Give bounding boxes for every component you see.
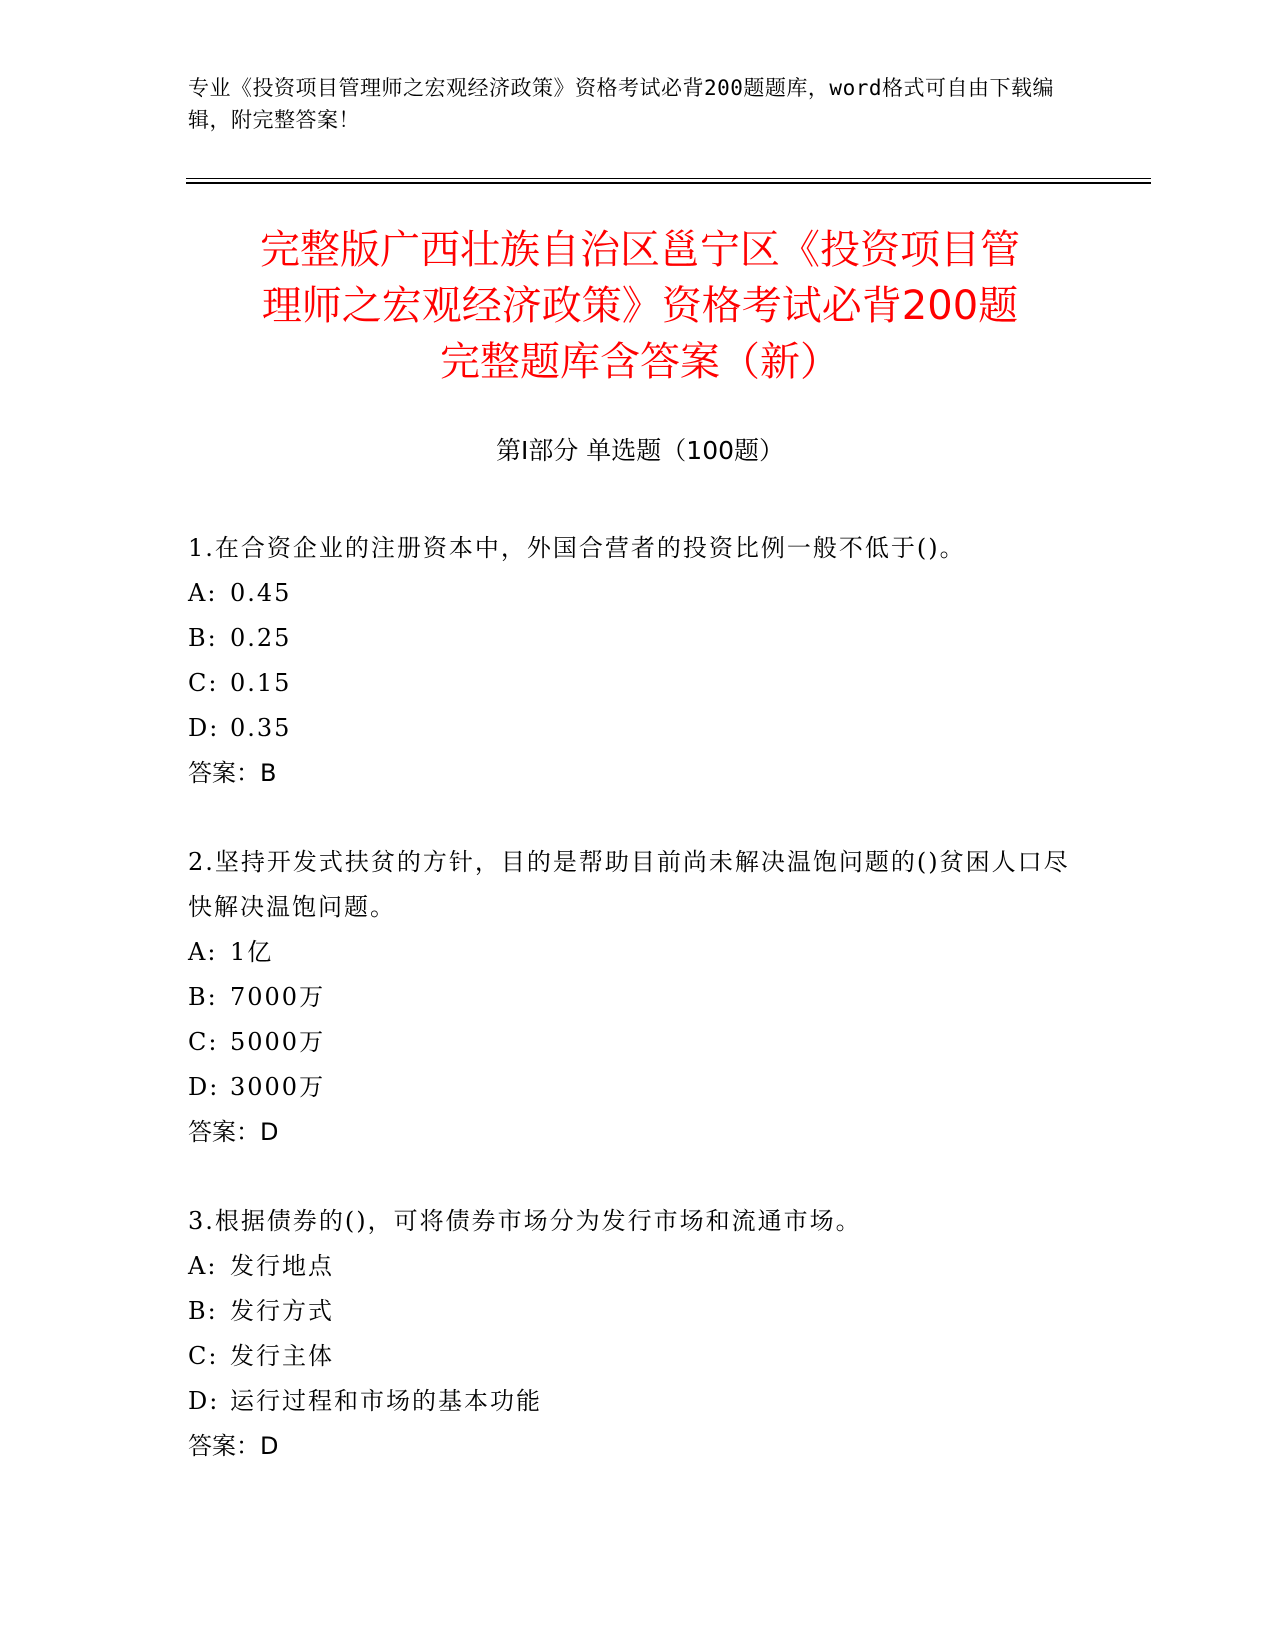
answer: 答案：D [188, 1432, 279, 1460]
option-text: 0.25 [230, 624, 292, 652]
question-1 [188, 526, 1078, 796]
option-b [188, 975, 1078, 1020]
option-text: 发行主体 [230, 1342, 334, 1370]
option-label: D: [188, 1387, 220, 1415]
header-note: 专业《投资项目管理师之宏观经济政策》资格考试必背200题题库，word格式可自由下载编辑，附完整答案！ [188, 76, 1054, 132]
question-text: 3.根据债券的()，可将债券市场分为发行市场和流通市场。 [188, 1207, 862, 1235]
title-line: 理师之宏观经济政策》资格考试必背200题 [261, 283, 1019, 329]
title-line: 完整题库含答案（新） [440, 339, 840, 385]
option-text: 0.15 [230, 669, 292, 697]
option-label: D: [188, 714, 220, 742]
option-label: C: [188, 1342, 219, 1370]
question-3 [188, 1199, 1078, 1469]
option-label: C: [188, 669, 219, 697]
question-text: 2.坚持开发式扶贫的方针，目的是帮助目前尚未解决温饱问题的()贫困人口尽快解决温饱问题。 [188, 848, 1070, 921]
question-list [188, 526, 1078, 1513]
option-label: B: [188, 1297, 218, 1325]
option-text: 0.45 [230, 579, 292, 607]
option-text: 发行方式 [230, 1297, 334, 1325]
answer: 答案：B [188, 759, 277, 787]
answer: 答案：D [188, 1118, 279, 1146]
option-text: 7000万 [230, 983, 326, 1011]
option-label: A: [188, 938, 218, 966]
section-title: 第Ⅰ部分 单选题（100题） [495, 436, 785, 465]
option-text: 3000万 [230, 1073, 326, 1101]
document-title [190, 222, 1090, 390]
option-d [188, 1379, 1078, 1424]
option-a [188, 571, 1078, 616]
question-2 [188, 840, 1078, 1155]
option-text: 运行过程和市场的基本功能 [230, 1387, 542, 1415]
option-text: 0.35 [230, 714, 292, 742]
question-text: 1.在合资企业的注册资本中，外国合营者的投资比例一般不低于()。 [188, 534, 966, 562]
option-text: 5000万 [230, 1028, 326, 1056]
option-d [188, 706, 1078, 751]
option-label: A: [188, 1252, 218, 1280]
option-d [188, 1065, 1078, 1110]
option-label: D: [188, 1073, 220, 1101]
option-b [188, 1289, 1078, 1334]
header-divider-thick [186, 182, 1151, 184]
option-a [188, 1244, 1078, 1289]
option-label: B: [188, 624, 218, 652]
option-c [188, 1334, 1078, 1379]
title-line: 完整版广西壮族自治区邕宁区《投资项目管 [260, 227, 1020, 273]
header-divider-thin [186, 178, 1151, 179]
option-label: B: [188, 983, 218, 1011]
option-c [188, 661, 1078, 706]
option-a [188, 930, 1078, 975]
option-b [188, 616, 1078, 661]
option-text: 1亿 [230, 938, 274, 966]
option-label: C: [188, 1028, 219, 1056]
option-c [188, 1020, 1078, 1065]
option-text: 发行地点 [230, 1252, 334, 1280]
option-label: A: [188, 579, 218, 607]
